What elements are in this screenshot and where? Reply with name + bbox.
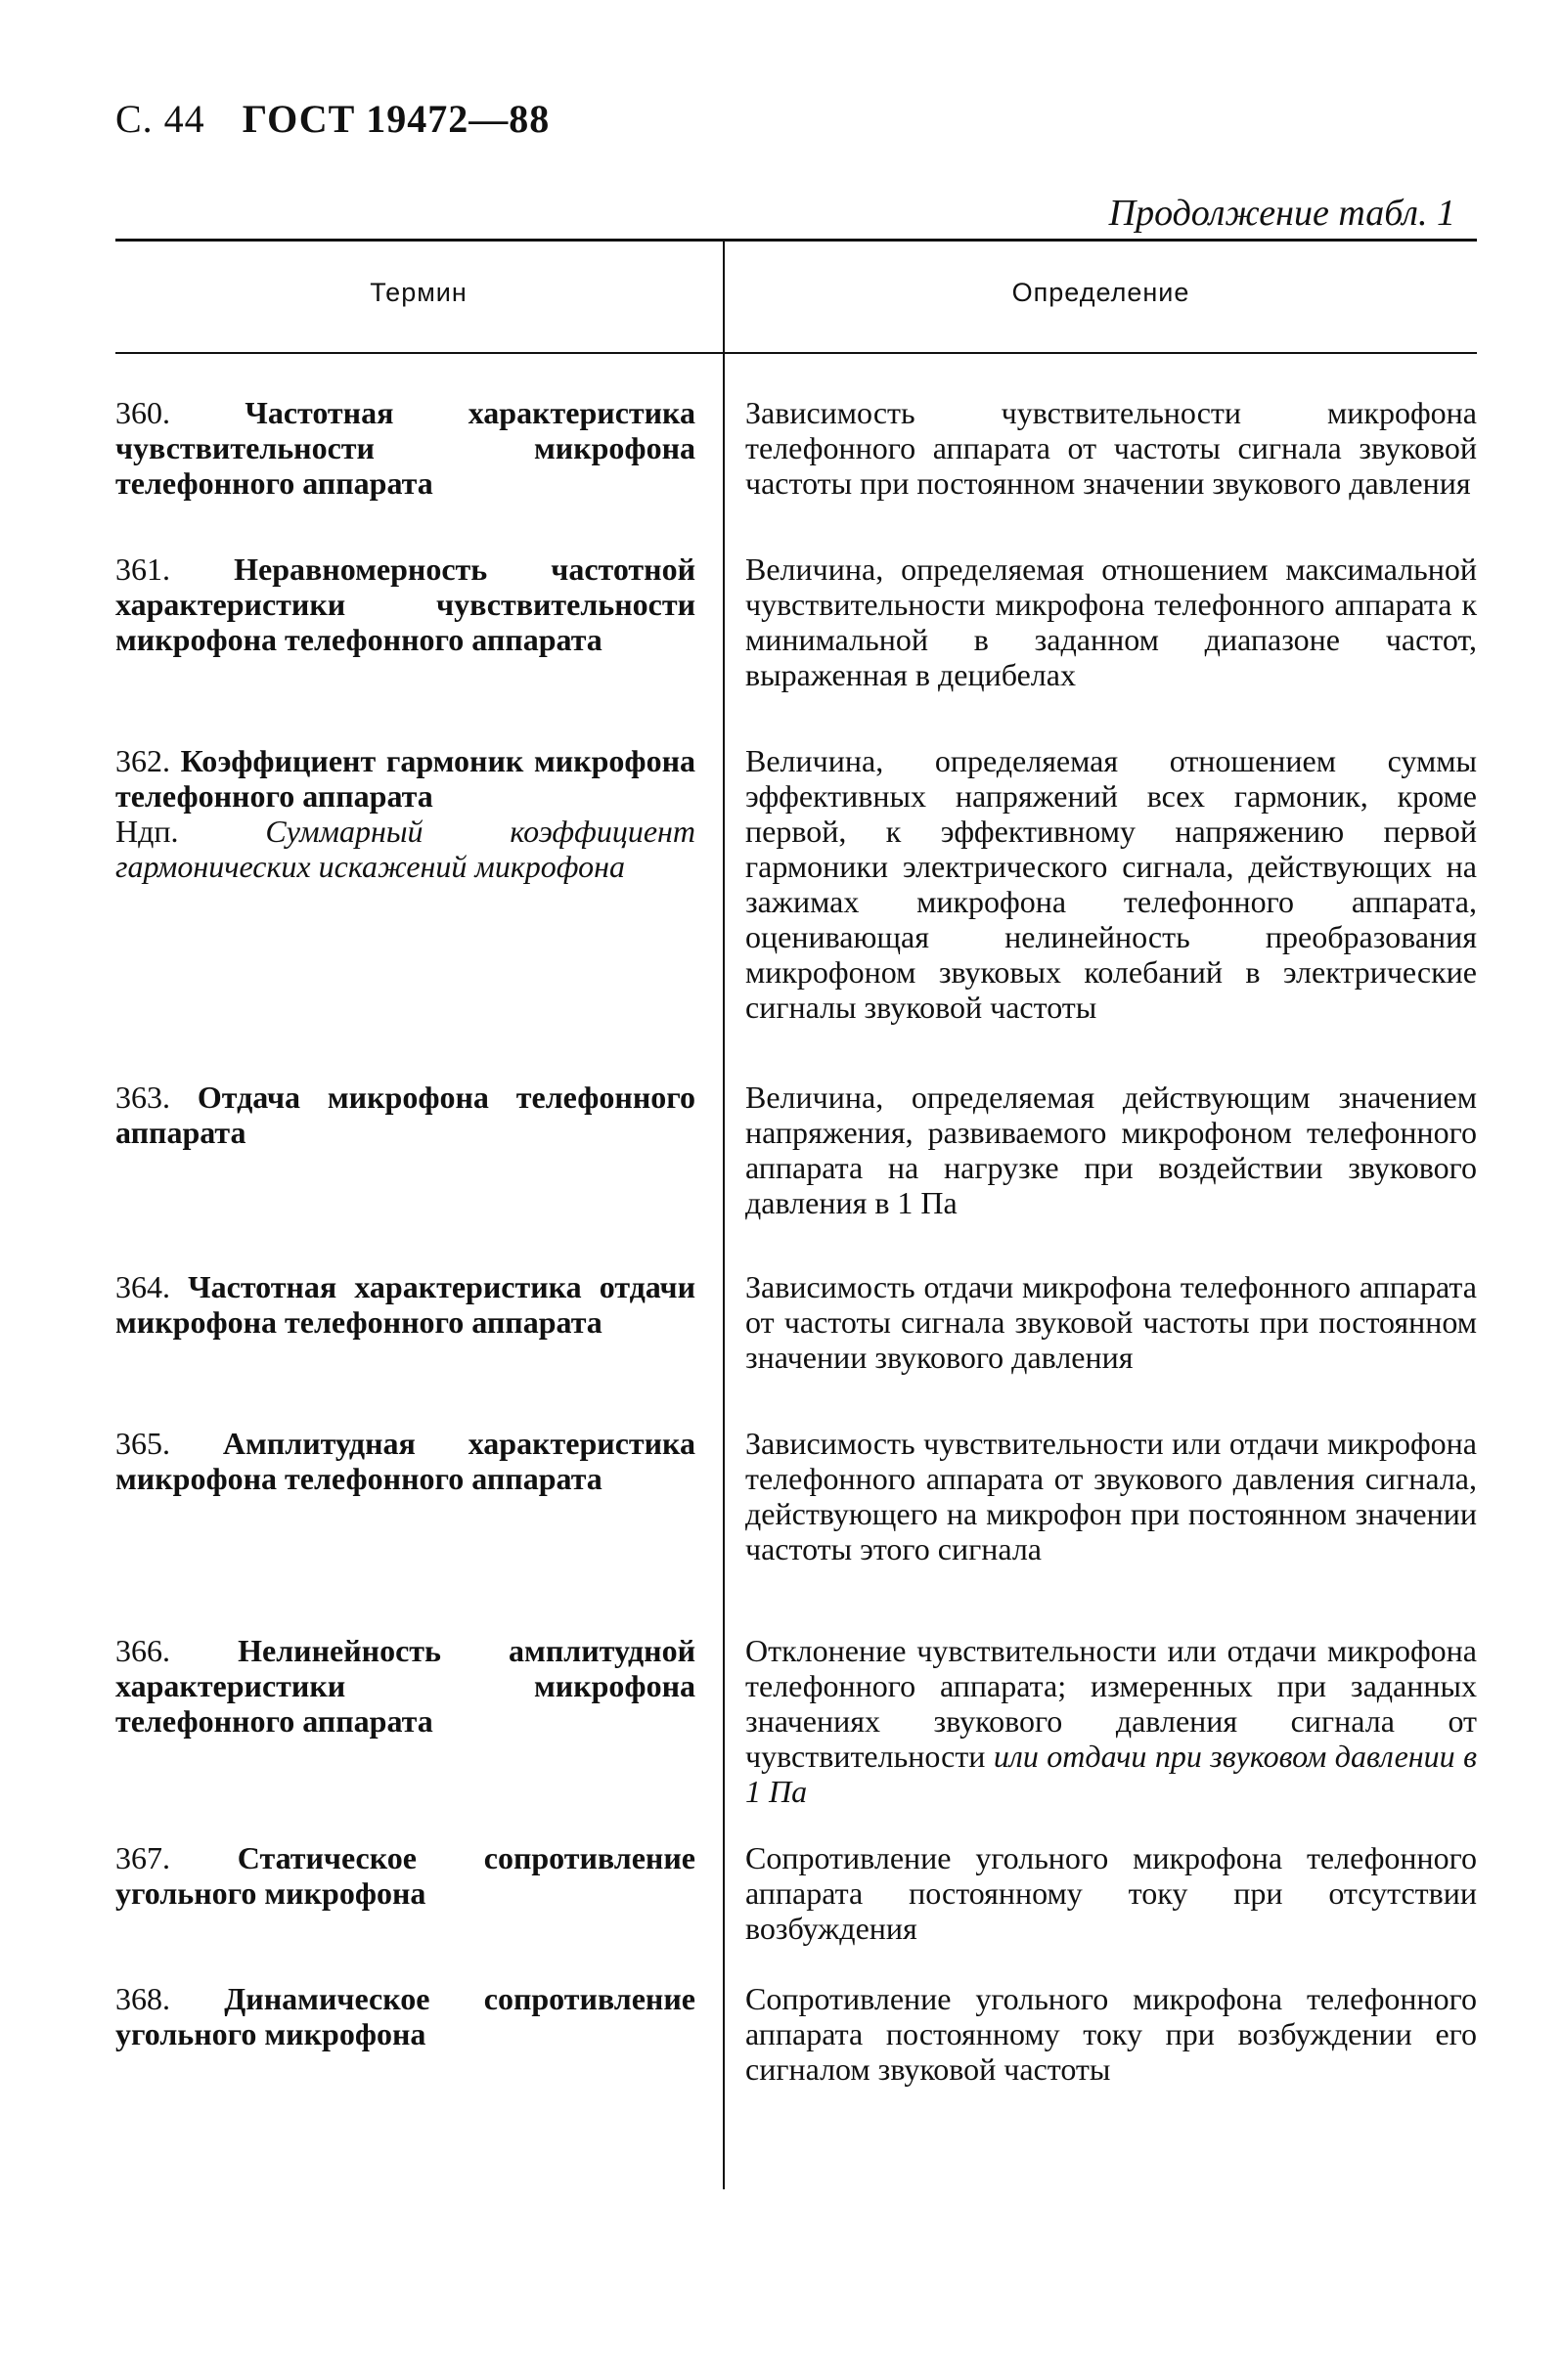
term-text: Коэффициент гармоник микрофона телефонного аппарата xyxy=(115,743,695,814)
term-366 xyxy=(115,1633,695,1739)
definition-italic-text: или отдачи при звуковом давлении в 1 Па xyxy=(745,1739,1478,1809)
column-divider xyxy=(723,242,725,2189)
term-number: 360. xyxy=(115,395,170,430)
term-text: Динамическое сопротивление угольного микрофона xyxy=(115,1981,696,2051)
term-365 xyxy=(115,1426,695,1496)
definition-368: Сопротивление угольного микрофона телефонного аппарата постоянному току при возбуждении его сигналом звуковой частоты xyxy=(745,1981,1477,2087)
definition-364: Зависимость отдачи микрофона телефонного аппарата от частоты сигнала звуковой частоты при постоянном значении звукового давления xyxy=(745,1269,1477,1375)
term-text: Неравномерность частотной характеристики чувствительности микрофона телефонного аппарата xyxy=(115,551,696,657)
term-number: 366. xyxy=(115,1633,170,1668)
definition-text: Отклонение чувствительности или отдачи микрофона телефонного аппарата; измеренных при заданных значениях звукового давления сигнала от чувствительности xyxy=(745,1633,1477,1774)
definition-365: Зависимость чувствительности или отдачи микрофона телефонного аппарата от звукового давления сигнала, действующего на микрофон при постоянном значении частоты этого сигнала xyxy=(745,1426,1477,1566)
term-number: 368. xyxy=(115,1981,170,2016)
term-368 xyxy=(115,1981,695,2051)
page-header xyxy=(115,96,550,142)
term-364 xyxy=(115,1269,695,1340)
ndp-text: Суммарный коэффициент гармонических искажений микрофона xyxy=(115,814,696,884)
term-number: 364. xyxy=(115,1269,170,1304)
standard-title: ГОСТ 19472—88 xyxy=(242,97,551,141)
definition-367: Сопротивление угольного микрофона телефонного аппарата постоянному току при отсутствии возбуждения xyxy=(745,1840,1477,1946)
column-header-term: Термин xyxy=(370,278,468,307)
term-number: 365. xyxy=(115,1426,170,1461)
deprecated-term xyxy=(115,814,695,884)
definition-360: Зависимость чувствительности микрофона телефонного аппарата от частоты сигнала звуковой частоты при постоянном значении звукового давления xyxy=(745,395,1477,501)
definition-362: Величина, определяемая отношением суммы эффективных напряжений всех гармоник, кроме первой, к эффективному напряжению первой гармоники электрического сигнала, действующих на зажимах микрофона телефонного аппарата, оценивающая нелинейность преобразования микрофоном звуковых колебаний в электрические сигналы звуковой частоты xyxy=(745,743,1477,1025)
term-362 xyxy=(115,743,695,884)
definition-366 xyxy=(745,1633,1477,1809)
table-continuation-label: Продолжение табл. 1 xyxy=(1108,193,1455,234)
definition-363: Величина, определяемая действующим значением напряжения, развиваемого микрофоном телефонного аппарата на нагрузке при воздействии звукового давления в 1 Па xyxy=(745,1080,1477,1220)
term-361 xyxy=(115,551,695,657)
column-header-definition: Определение xyxy=(1011,278,1190,307)
term-text: Частотная характеристика чувствительности микрофона телефонного аппарата xyxy=(115,395,695,501)
term-text: Статическое сопротивление угольного микрофона xyxy=(115,1840,696,1911)
term-number: 363. xyxy=(115,1080,170,1115)
term-text: Отдача микрофона телефонного аппарата xyxy=(115,1080,696,1150)
ndp-label: Ндп. xyxy=(115,814,179,849)
term-360 xyxy=(115,395,695,501)
term-number: 367. xyxy=(115,1840,170,1875)
page-number: С. 44 xyxy=(115,97,205,141)
term-367 xyxy=(115,1840,695,1911)
term-text: Амплитудная характеристика микрофона телефонного аппарата xyxy=(115,1426,696,1496)
table-top-rule xyxy=(115,239,1477,242)
table-header-rule xyxy=(115,352,1477,354)
term-number: 362. xyxy=(115,743,170,778)
term-text: Частотная характеристика отдачи микрофона телефонного аппарата xyxy=(115,1269,695,1340)
term-number: 361. xyxy=(115,551,170,587)
term-text: Нелинейность амплитудной характеристики микрофона телефонного аппарата xyxy=(115,1633,695,1739)
definition-361: Величина, определяемая отношением максимальной чувствительности микрофона телефонного аппарата к минимальной в заданном диапазоне частот, выраженная в децибелах xyxy=(745,551,1477,692)
term-363 xyxy=(115,1080,695,1150)
